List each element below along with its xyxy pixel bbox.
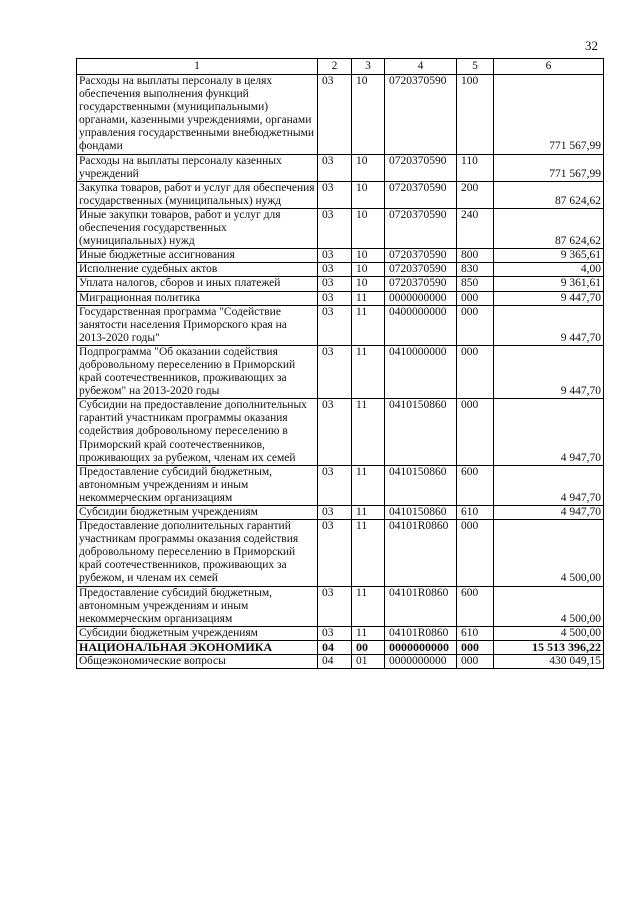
expense-type-cell: 600	[457, 465, 494, 505]
subsection-code-cell: 10	[352, 263, 385, 277]
section-code-cell: 03	[318, 277, 352, 291]
section-code-cell: 03	[318, 506, 352, 520]
amount-cell: 9 447,70	[494, 345, 604, 398]
target-article-cell: 0720370590	[385, 263, 457, 277]
section-code-cell: 03	[318, 291, 352, 305]
target-article-cell: 0000000000	[385, 640, 457, 654]
section-code-cell: 03	[318, 75, 352, 155]
expense-type-cell: 100	[457, 75, 494, 155]
subsection-code-cell: 10	[352, 181, 385, 208]
amount-cell: 4 500,00	[494, 520, 604, 586]
expense-type-cell: 240	[457, 208, 494, 248]
section-code-cell: 03	[318, 263, 352, 277]
expense-type-cell: 830	[457, 263, 494, 277]
expense-type-cell: 800	[457, 249, 494, 263]
table-row	[77, 208, 604, 248]
table-row	[77, 249, 604, 263]
budget-table	[76, 58, 604, 669]
table-row	[77, 520, 604, 586]
expense-type-cell: 000	[457, 655, 494, 669]
expense-type-cell: 600	[457, 586, 494, 626]
table-row	[77, 291, 604, 305]
table-row	[77, 345, 604, 398]
amount-cell: 87 624,62	[494, 208, 604, 248]
subsection-code-cell: 01	[352, 655, 385, 669]
expense-type-cell: 000	[457, 520, 494, 586]
section-code-cell: 03	[318, 305, 352, 345]
subsection-code-cell: 11	[352, 586, 385, 626]
header-cell-1: 1	[77, 59, 318, 75]
target-article-cell: 0720370590	[385, 277, 457, 291]
amount-cell: 771 567,99	[494, 154, 604, 181]
section-code-cell: 03	[318, 154, 352, 181]
section-code-cell: 03	[318, 208, 352, 248]
target-article-cell: 04101R0860	[385, 626, 457, 640]
subsection-code-cell: 11	[352, 345, 385, 398]
target-article-cell: 0400000000	[385, 305, 457, 345]
subsection-code-cell: 10	[352, 249, 385, 263]
target-article-cell: 0410150860	[385, 465, 457, 505]
amount-cell: 9 361,61	[494, 277, 604, 291]
amount-cell: 4 947,70	[494, 465, 604, 505]
table-row	[77, 181, 604, 208]
expense-type-cell: 000	[457, 305, 494, 345]
table-row	[77, 399, 604, 465]
header-cell-2: 2	[318, 59, 352, 75]
table-row	[77, 626, 604, 640]
table-row	[77, 305, 604, 345]
subsection-code-cell: 11	[352, 399, 385, 465]
amount-cell: 15 513 396,22	[494, 640, 604, 654]
target-article-cell: 0410150860	[385, 506, 457, 520]
subsection-code-cell: 00	[352, 640, 385, 654]
amount-cell: 9 447,70	[494, 305, 604, 345]
item-name-cell: Подпрограмма "Об оказании содействия добровольному переселению в Приморский край соотечественников, проживающих за рубежом" на 2013-2020 годы	[77, 345, 318, 398]
table-row	[77, 640, 604, 654]
section-code-cell: 03	[318, 465, 352, 505]
header-cell-5: 5	[457, 59, 494, 75]
table-row	[77, 154, 604, 181]
item-name-cell: Предоставление субсидий бюджетным, автономным учреждениям и иным некоммерческим организациям	[77, 465, 318, 505]
subsection-code-cell: 11	[352, 626, 385, 640]
target-article-cell: 0000000000	[385, 655, 457, 669]
expense-type-cell: 610	[457, 506, 494, 520]
subsection-code-cell: 11	[352, 465, 385, 505]
section-code-cell: 03	[318, 181, 352, 208]
page-number: 32	[585, 38, 598, 53]
table-row	[77, 277, 604, 291]
section-code-cell: 03	[318, 249, 352, 263]
section-code-cell: 03	[318, 626, 352, 640]
item-name-cell: Расходы на выплаты персоналу в целях обеспечения выполнения функций государственными (муниципальными) органами, казенными учреждениями, органами управления государственными внебюджетными фондами	[77, 75, 318, 155]
subsection-code-cell: 11	[352, 305, 385, 345]
item-name-cell: Иные закупки товаров, работ и услуг для обеспечения государственных (муниципальных) нужд	[77, 208, 318, 248]
header-cell-3: 3	[352, 59, 385, 75]
subsection-code-cell: 10	[352, 277, 385, 291]
amount-cell: 4 947,70	[494, 399, 604, 465]
item-name-cell: Иные бюджетные ассигнования	[77, 249, 318, 263]
expense-type-cell: 610	[457, 626, 494, 640]
target-article-cell: 04101R0860	[385, 586, 457, 626]
target-article-cell: 04101R0860	[385, 520, 457, 586]
table-row	[77, 263, 604, 277]
item-name-cell: Уплата налогов, сборов и иных платежей	[77, 277, 318, 291]
target-article-cell: 0720370590	[385, 75, 457, 155]
amount-cell: 4,00	[494, 263, 604, 277]
amount-cell: 4 500,00	[494, 586, 604, 626]
target-article-cell: 0720370590	[385, 249, 457, 263]
target-article-cell: 0410000000	[385, 345, 457, 398]
target-article-cell: 0000000000	[385, 291, 457, 305]
subsection-code-cell: 10	[352, 208, 385, 248]
header-cell-6: 6	[494, 59, 604, 75]
item-name-cell: Субсидии бюджетным учреждениям	[77, 626, 318, 640]
target-article-cell: 0720370590	[385, 181, 457, 208]
amount-cell: 9 365,61	[494, 249, 604, 263]
amount-cell: 9 447,70	[494, 291, 604, 305]
target-article-cell: 0720370590	[385, 208, 457, 248]
section-code-cell: 04	[318, 655, 352, 669]
item-name-cell: Исполнение судебных актов	[77, 263, 318, 277]
table-row	[77, 75, 604, 155]
expense-type-cell: 000	[457, 399, 494, 465]
subsection-code-cell: 10	[352, 75, 385, 155]
section-code-cell: 04	[318, 640, 352, 654]
subsection-code-cell: 10	[352, 154, 385, 181]
expense-type-cell: 200	[457, 181, 494, 208]
table-row	[77, 586, 604, 626]
subsection-code-cell: 11	[352, 520, 385, 586]
amount-cell: 4 947,70	[494, 506, 604, 520]
item-name-cell: Расходы на выплаты персоналу казенных учреждений	[77, 154, 318, 181]
expense-type-cell: 850	[457, 277, 494, 291]
table-row	[77, 506, 604, 520]
target-article-cell: 0410150860	[385, 399, 457, 465]
header-cell-4: 4	[385, 59, 457, 75]
item-name-cell: Государственная программа "Содействие занятости населения Приморского края на 2013-2020 годы"	[77, 305, 318, 345]
item-name-cell: Миграционная политика	[77, 291, 318, 305]
item-name-cell: Субсидии бюджетным учреждениям	[77, 506, 318, 520]
table-row	[77, 465, 604, 505]
item-name-cell: Предоставление дополнительных гарантий участникам программы оказания содействия добровольному переселению в Приморский край соотечественников, проживающих за рубежом, и членам их семей	[77, 520, 318, 586]
expense-type-cell: 000	[457, 291, 494, 305]
amount-cell: 87 624,62	[494, 181, 604, 208]
item-name-cell: Закупка товаров, работ и услуг для обеспечения государственных (муниципальных) нужд	[77, 181, 318, 208]
subsection-code-cell: 11	[352, 506, 385, 520]
amount-cell: 771 567,99	[494, 75, 604, 155]
expense-type-cell: 000	[457, 640, 494, 654]
item-name-cell: НАЦИОНАЛЬНАЯ ЭКОНОМИКА	[77, 640, 318, 654]
item-name-cell: Общеэкономические вопросы	[77, 655, 318, 669]
expense-type-cell: 110	[457, 154, 494, 181]
target-article-cell: 0720370590	[385, 154, 457, 181]
section-code-cell: 03	[318, 399, 352, 465]
item-name-cell: Субсидии на предоставление дополнительных гарантий участникам программы оказания содействия добровольному переселению в Приморский край соотечественников, проживающих за рубежом, членам их семей	[77, 399, 318, 465]
table-row	[77, 655, 604, 669]
section-code-cell: 03	[318, 520, 352, 586]
item-name-cell: Предоставление субсидий бюджетным, автономным учреждениям и иным некоммерческим организациям	[77, 586, 318, 626]
expense-type-cell: 000	[457, 345, 494, 398]
header-row	[77, 59, 604, 75]
amount-cell: 430 049,15	[494, 655, 604, 669]
section-code-cell: 03	[318, 586, 352, 626]
section-code-cell: 03	[318, 345, 352, 398]
amount-cell: 4 500,00	[494, 626, 604, 640]
subsection-code-cell: 11	[352, 291, 385, 305]
